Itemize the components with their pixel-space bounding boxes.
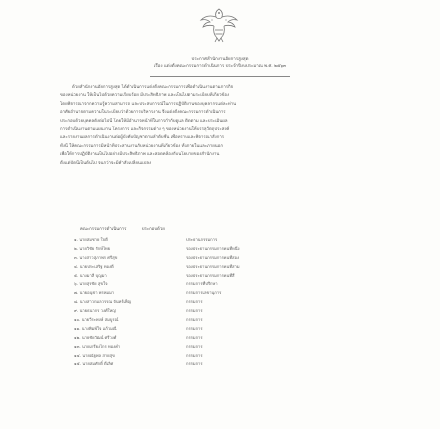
list-item: [72, 298, 382, 307]
list-item: [72, 245, 382, 254]
title-line-1: ประกาศสำนักงานอัยการสูงสุด: [191, 57, 249, 62]
member-list: [72, 236, 382, 369]
list-item: [72, 334, 382, 343]
member-name: ๕. นางมาลี บุญมา: [74, 272, 107, 278]
member-role: ประธานกรรมการ: [186, 237, 218, 242]
list-item: [72, 254, 382, 263]
member-list-header: [80, 226, 340, 233]
member-name: ๑๒. นายชัยวัฒน์ ศรีวงศ์: [74, 334, 117, 340]
member-role: รองประธานกรรมการคนที่สอง: [186, 254, 239, 260]
list-header-role: ประกอบด้วย: [141, 227, 165, 232]
list-item: [72, 307, 382, 316]
member-role: กรรมการ: [186, 334, 203, 340]
body-line: ของหน่วยงาน ให้เป็นไปด้วยความเรียบร้อย มีประสิทธิภาพ และเป็นไปตามระเบียบที่เกี่ยวข้อง: [60, 93, 230, 99]
member-role: รองประธานกรรมการคนที่สาม: [186, 263, 240, 269]
list-item: [72, 325, 382, 334]
body-line: ด้วยสำนักงานอัยการสูงสุด ได้ดำเนินการแต่งตั้งคณะกรรมการเพื่อดำเนินงานตามภารกิจ: [72, 85, 234, 90]
list-item: [72, 360, 382, 369]
body-line: ประกอบด้วยบุคคลดังต่อไปนี้ โดยให้มีอำนาจหน้าที่ในการกำกับดูแล ติดตาม และประเมินผล: [60, 118, 228, 124]
body-line: โดยพิจารณาจากความรู้ความสามารถ และประสบการณ์ในการปฏิบัติงานของบุคลากรแต่ละท่าน: [60, 101, 237, 107]
body-text: [60, 84, 382, 168]
body-line: และรายงานผลการดำเนินงานต่อผู้บังคับบัญชาตามลำดับชั้น เพื่อทราบและพิจารณาสั่งการ: [60, 135, 225, 141]
member-role: รองประธานกรรมการคนที่สี่: [186, 272, 235, 278]
member-name: ๑๕. นายสมศักดิ์ ดีเลิศ: [74, 361, 114, 367]
member-role: กรรมการ: [186, 317, 203, 323]
body-line: เพื่อให้การปฏิบัติงานเป็นไปอย่างมีประสิทธิภาพ และสอดคล้องกับนโยบายของสำนักงาน: [60, 152, 220, 158]
member-name: ๘. นางสาวกมลวรรณ จันทร์เพ็ญ: [74, 299, 132, 305]
list-item: [72, 316, 382, 325]
member-role: กรรมการ: [186, 343, 203, 349]
list-header-name: คณะกรรมการดำเนินการ: [80, 227, 127, 232]
member-name: ๑๑. นางพิมพ์ใจ แก้วมณี: [74, 325, 117, 331]
member-name: ๑๔. นายณัฐพล สายสุข: [74, 352, 115, 358]
member-role: กรรมการ: [186, 325, 203, 331]
member-role: รองประธานกรรมการคนที่หนึ่ง: [186, 245, 240, 251]
member-name: ๑๓. นายเกรียงไกร ทองคำ: [74, 343, 121, 349]
list-item: [72, 343, 382, 352]
member-role: กรรมการที่ปรึกษา: [186, 281, 218, 287]
list-item: [72, 263, 382, 272]
body-line: อาศัยอำนาจตามความในระเบียบว่าด้วยการบริหารงาน จึงแต่งตั้งคณะกรรมการดำเนินการ: [60, 110, 226, 116]
list-item: [72, 352, 382, 361]
title-line-2: เรื่อง แต่งตั้งคณะกรรมการดำเนินการ ประจำปีงบประมาณ พ.ศ. ๒๕๖๓: [153, 64, 287, 69]
garuda-emblem-icon: [198, 6, 240, 44]
member-name: ๑. นายสมชาย ใจดี: [74, 237, 108, 242]
member-role: กรรมการ: [186, 299, 203, 305]
list-item: [72, 289, 382, 298]
member-name: ๗. นายอนุชา พรหมมา: [74, 290, 115, 296]
body-line: ทั้งนี้ ให้คณะกรรมการมีหน้าที่ประสานงานกับหน่วยงานที่เกี่ยวข้อง ทั้งภายในและภายนอก: [60, 143, 223, 149]
title-divider: [150, 76, 290, 77]
body-line: การดำเนินงานตามแผนงาน โครงการ และกิจกรรมต่าง ๆ ของหน่วยงานให้บรรลุวัตถุประสงค์: [60, 127, 230, 133]
member-name: ๙. นายธนากร วงศ์ใหญ่: [74, 308, 116, 314]
body-line: ตั้งแต่บัดนี้เป็นต้นไป จนกว่าจะมีคำสั่งเปลี่ยนแปลง: [60, 160, 152, 166]
member-name: ๒. นายวิชัย รักษ์ไทย: [74, 245, 111, 251]
member-name: ๔. นายประเสริฐ ทองดี: [74, 263, 114, 269]
list-item: [72, 272, 382, 281]
member-role: กรรมการ: [186, 308, 203, 314]
member-name: ๖. นายสุรชัย สุขใจ: [74, 281, 108, 287]
member-role: กรรมการเลขานุการ: [186, 290, 222, 296]
list-item: [72, 280, 382, 289]
member-role: กรรมการ: [186, 361, 203, 367]
member-name: ๑๐. นายวีระพงษ์ สมบูรณ์: [74, 317, 119, 323]
member-role: กรรมการ: [186, 352, 203, 358]
list-item: [72, 236, 382, 245]
document-title: [40, 56, 400, 70]
member-name: ๓. นางสาวสุภาพร ศรีสุข: [74, 254, 118, 260]
